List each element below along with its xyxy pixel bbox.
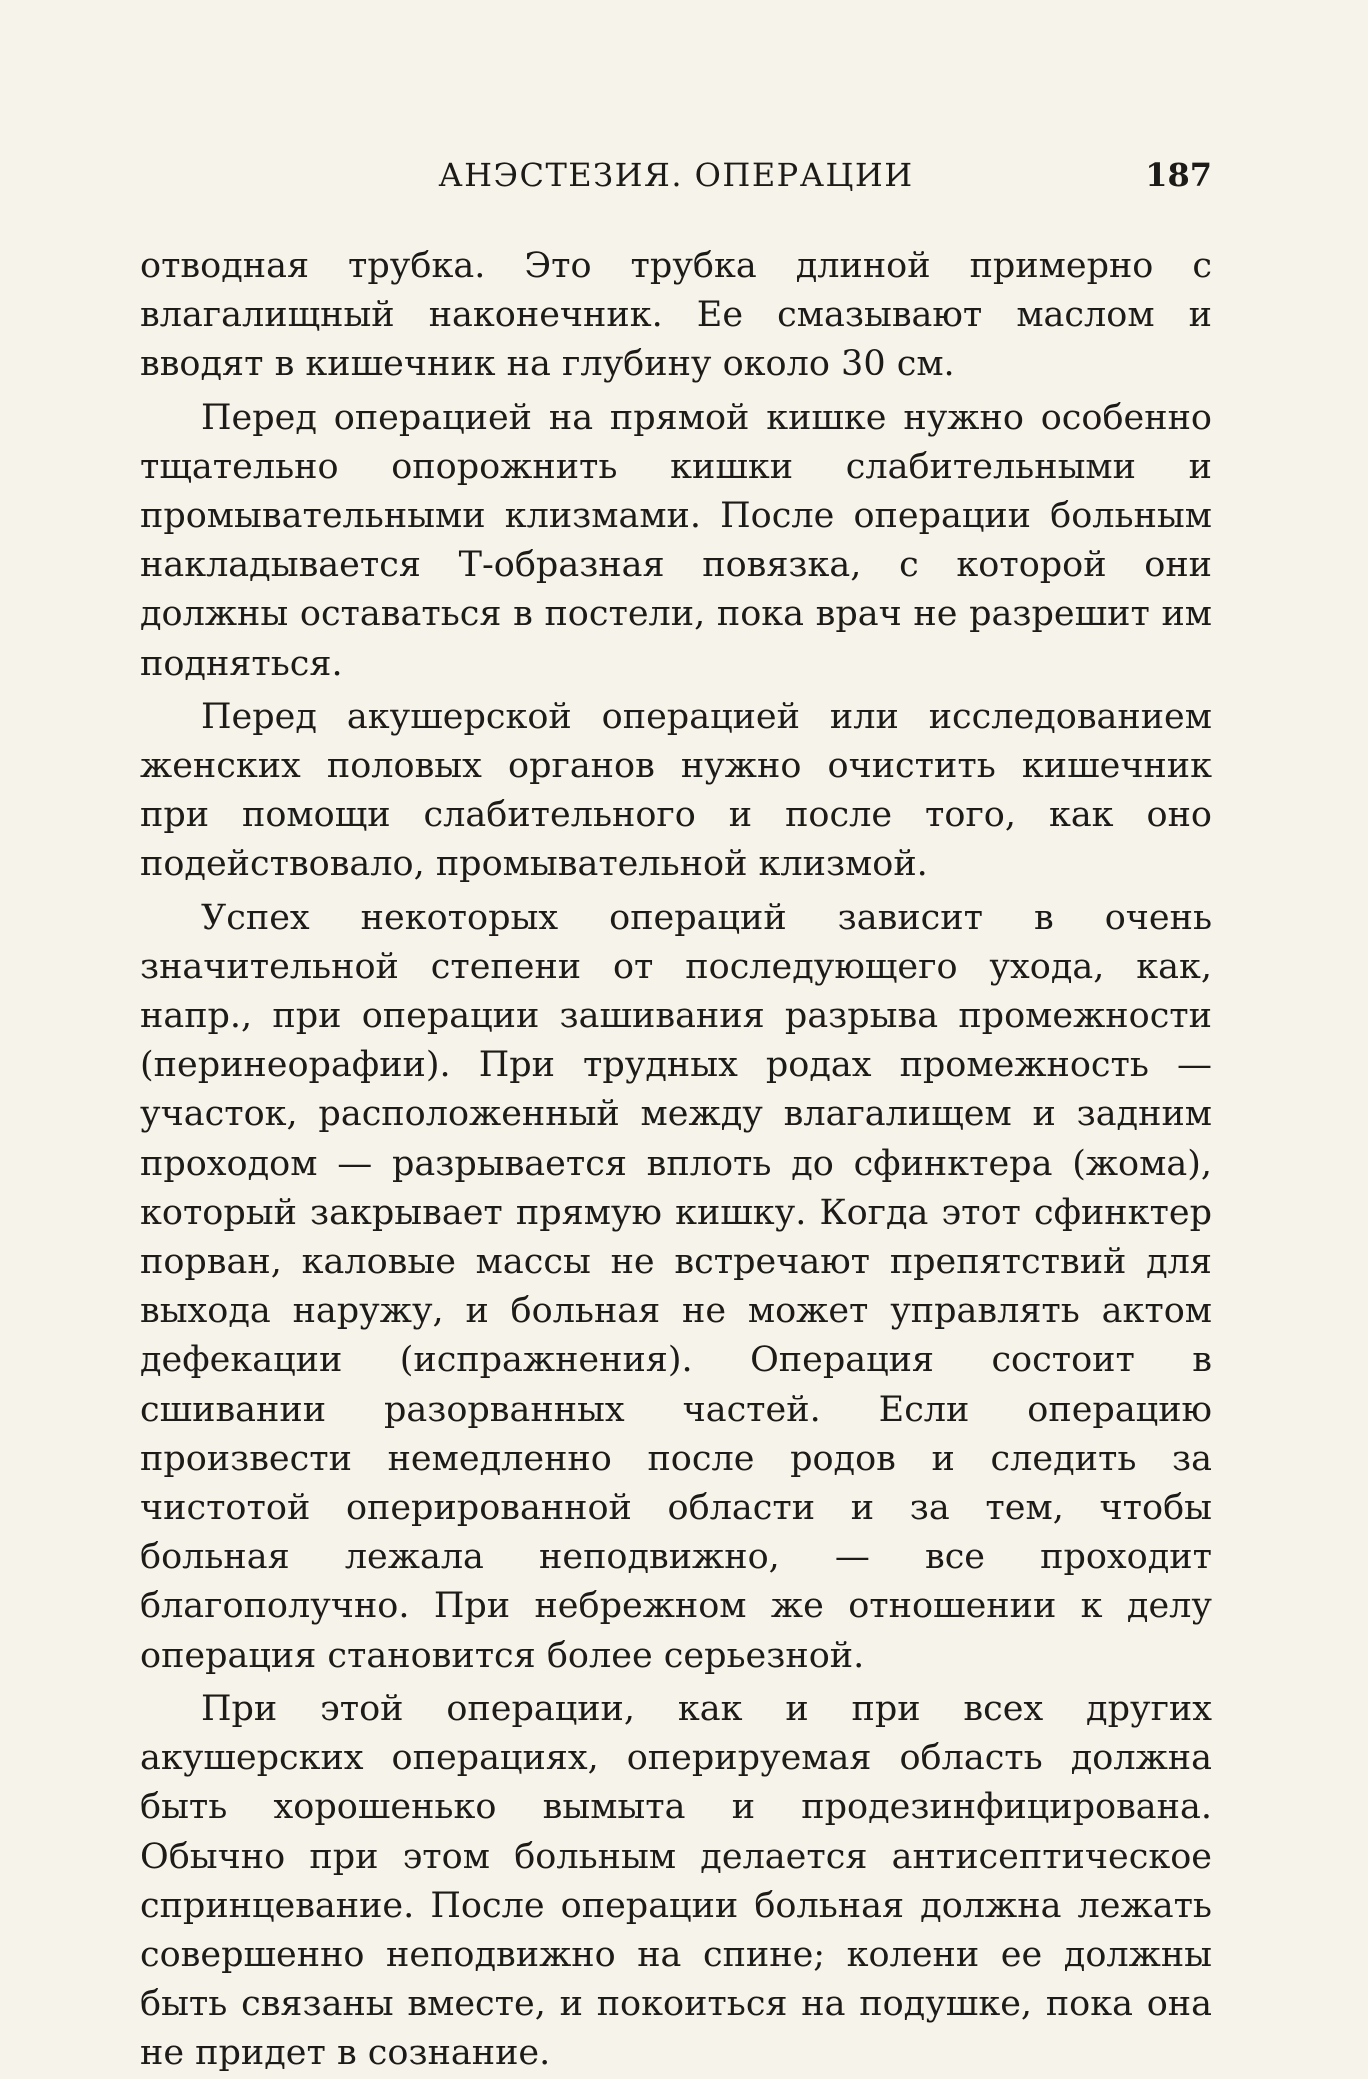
page-number: 187 bbox=[1145, 156, 1212, 194]
running-title: АНЭСТЕЗИЯ. ОПЕРАЦИИ bbox=[438, 156, 914, 194]
paragraph-rectal-surgery: Перед операцией на прямой кишке нужно особенно тщательно опорожнить кишки слабительными и промывательными клизмами. После операции больным накладывается Т-образная повязка, с которой они должны оставаться в постели, пока врач не разрешит им подняться. bbox=[140, 397, 1212, 684]
paragraph-obstetric-prep: Перед акушерской операцией или исследованием женских половых органов нужно очистить кишечник при помощи слабительного и после того, как оно подействовало, промывательной клизмой. bbox=[140, 696, 1212, 885]
paragraph-postoperative-care: При этой операции, как и при всех других акушерских операциях, оперируемая область должна быть хорошенько вымыта и продезинфицирована. Обычно при этом больным делается антисептическое спринцевание. После операции больная должна лежать совершенно неподвижно на спине; колени ее должны быть связаны вместе, и покоиться на подушке, пока она не придет в сознание. bbox=[140, 1688, 1212, 2074]
paragraph-perineorrhaphy: Успех некоторых операций зависит в очень значительной степени от последующего ухода, как, напр., при операции зашивания разрыва промежности (перинеорафии). При трудных родах промежность — участок, расположенный между влагалищем и задним проходом — разрывается вплоть до сфинктера (жома), который закрывает прямую кишку. Когда этот сфинктер порван, каловые массы не встречают препятствий для выхода наружу, и больная не может управлять актом дефекации (испражнения). Операция состоит в сшивании разорванных частей. Если операцию произвести немедленно после родов и следить за чистотой оперированной области и за тем, чтобы больная лежала неподвижно, — все проходит благополучно. При небрежном же отношении к делу операция становится более серьезной. bbox=[140, 897, 1212, 1676]
paragraph-continuation: отводная трубка. Это трубка длиной примерно с влагалищный наконечник. Ее смазывают маслом и вводят в кишечник на глубину около 30 см. bbox=[140, 246, 1212, 385]
body-text bbox=[140, 242, 1212, 2079]
running-head bbox=[140, 156, 1212, 206]
